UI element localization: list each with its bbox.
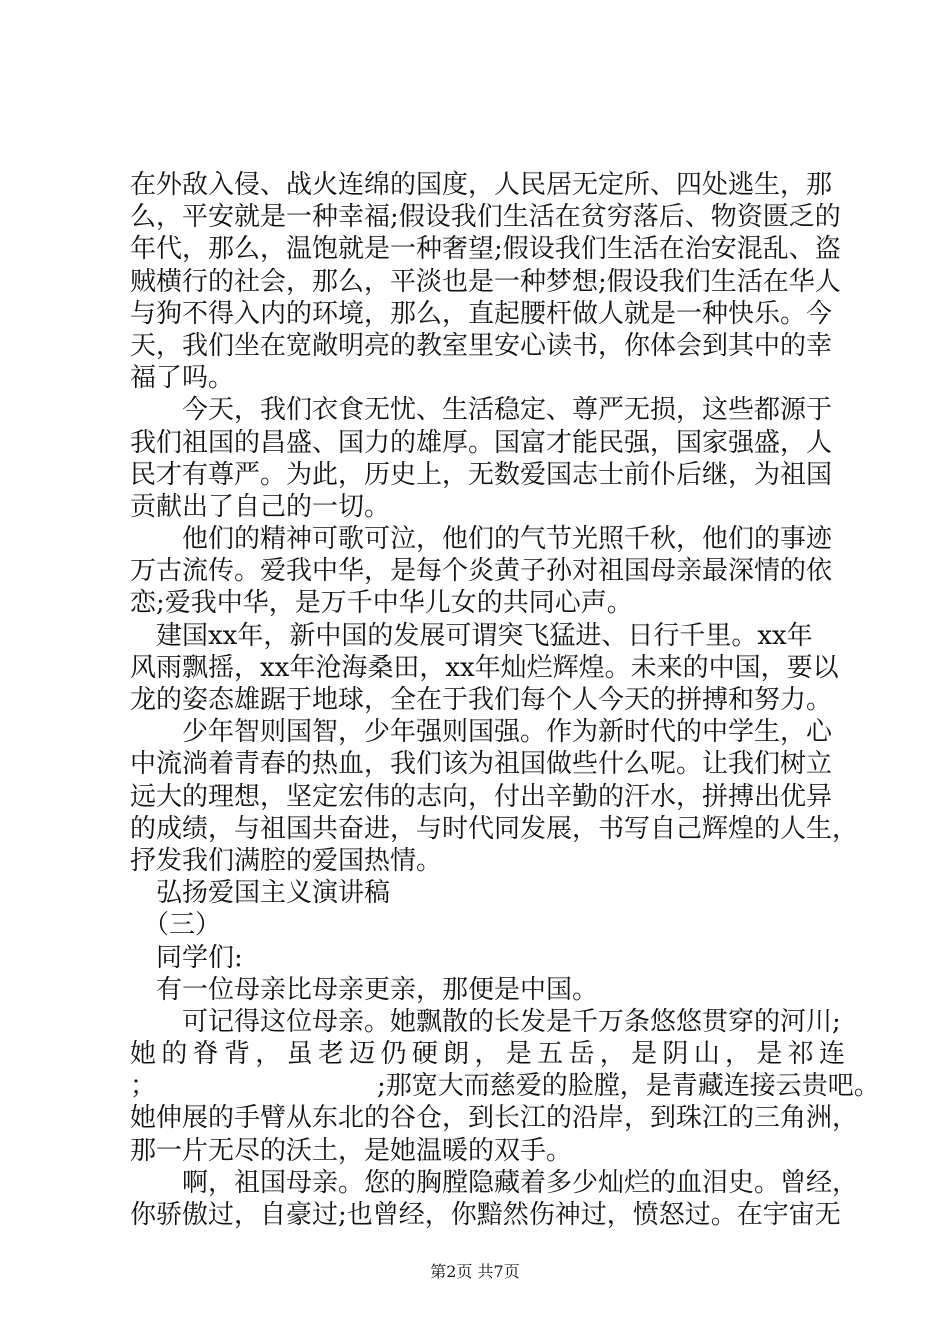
text-line: 远大的理想，坚定宏伟的志向，付出辛勤的汗水，拼搏出优异 bbox=[130, 781, 833, 812]
section-number: （三） bbox=[130, 910, 222, 941]
text-line: 啊，祖国母亲。您的胸膛隐藏着多少灿烂的血泪史。曾经， bbox=[130, 1167, 859, 1198]
text-line: 可记得这位母亲。她飘散的长发是千万条悠悠贯穿的河川; bbox=[130, 1006, 841, 1037]
text-line: 抒发我们满腔的爱国热情。 bbox=[130, 845, 443, 876]
text-line: 风雨飘摇，xx年沧海桑田，xx年灿烂辉煌。未来的中国，要以 bbox=[130, 652, 839, 683]
speech-subtitle: 弘扬爱国主义演讲稿 bbox=[130, 878, 391, 909]
text-line: 万古流传。爱我中华，是每个炎黄子孙对祖国母亲最深情的依 bbox=[130, 556, 833, 587]
text-line: 贡献出了自己的一切。 bbox=[130, 491, 391, 522]
text-line: 今天，我们衣食无忧、生活稳定、尊严无损，这些都源于 bbox=[130, 395, 833, 426]
text-line: 有一位母亲比母亲更亲，那便是中国。 bbox=[130, 974, 599, 1005]
text-line: 天，我们坐在宽敞明亮的教室里安心读书，你体会到其中的幸 bbox=[130, 330, 833, 361]
speech-text-body bbox=[130, 169, 880, 1231]
text-line: 的成绩，与祖国共奋进，与时代同发展，书写自己辉煌的人生， bbox=[130, 813, 859, 844]
text-line: 中流淌着青春的热血，我们该为祖国做些什么呢。让我们树立 bbox=[130, 749, 833, 780]
text-line: 龙的姿态雄踞于地球，全在于我们每个人今天的拼搏和努力。 bbox=[130, 685, 833, 715]
text-line: 与狗不得入内的环境，那么，直起腰杆做人就是一种快乐。今 bbox=[130, 298, 833, 329]
text-line: 恋;爱我中华，是万千中华儿女的共同心声。 bbox=[130, 588, 633, 619]
text-line: 少年智则国智，少年强则国强。作为新时代的中学生，心 bbox=[130, 717, 833, 748]
text-line: 民才有尊严。为此，历史上，无数爱国志士前仆后继，为祖国 bbox=[130, 459, 833, 490]
text-line: 建国xx年，新中国的发展可谓突飞猛进、日行千里。xx年 bbox=[130, 620, 813, 651]
salutation: 同学们: bbox=[130, 942, 243, 973]
text-line: 她伸展的手臂从东北的谷仓，到长江的沿岸，到珠江的三角洲， bbox=[130, 1103, 859, 1134]
text-line: 她的脊背，虽老迈仍硬朗，是五岳，是阴山，是祁连 bbox=[130, 1039, 845, 1070]
text-line: 在外敌入侵、战火连绵的国度，人民居无定所、四处逃生，那 bbox=[130, 170, 833, 200]
text-line: 我们祖国的昌盛、国力的雄厚。国富才能民强，国家强盛，人 bbox=[130, 427, 833, 458]
text-line: 么，平安就是一种幸福;假设我们生活在贫穷落后、物资匮乏的 bbox=[130, 202, 841, 233]
text-line: 你骄傲过，自豪过;也曾经，你黯然伤神过，愤怒过。在宇宙无 bbox=[130, 1200, 841, 1230]
text-line: 那一片无尽的沃土，是她温暖的双手。 bbox=[130, 1135, 573, 1166]
text-line: 他们的精神可歌可泣，他们的气节光照千秋，他们的事迹 bbox=[130, 524, 833, 555]
page-number-footer: 第2页 共7页 bbox=[430, 1262, 520, 1281]
text-line: 福了吗。 bbox=[130, 363, 235, 394]
text-line: ； ;那宽大而慈爱的脸膛，是青藏连接云贵吧。 bbox=[130, 1071, 880, 1102]
text-line: 贼横行的社会，那么，平淡也是一种梦想;假设我们生活在华人 bbox=[130, 266, 841, 297]
text-line: 年代，那么，温饱就是一种奢望;假设我们生活在治安混乱、盗 bbox=[130, 234, 841, 265]
